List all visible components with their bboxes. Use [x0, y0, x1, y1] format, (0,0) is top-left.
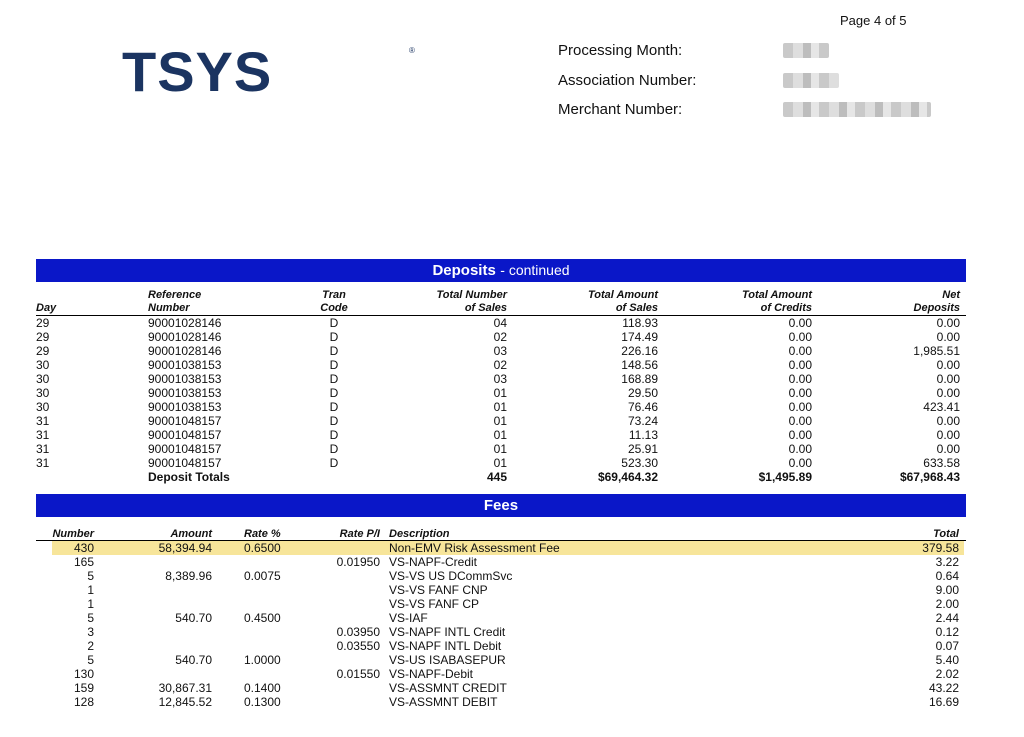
fee-amount: 540.70	[175, 611, 212, 625]
table-row	[0, 639, 1024, 653]
table-row	[0, 456, 1024, 470]
fee-total: 43.22	[928, 681, 959, 695]
col-tran-1: Tran	[322, 289, 346, 301]
deposit-total-sales: 25.91	[627, 442, 658, 456]
table-row	[0, 386, 1024, 400]
table-row	[0, 653, 1024, 667]
table-row	[0, 428, 1024, 442]
table-row	[0, 555, 1024, 569]
fee-total: 16.69	[928, 695, 959, 709]
col-day: Day	[36, 302, 57, 314]
deposit-day: 29	[36, 330, 50, 344]
deposit-total-credits: 0.00	[788, 414, 812, 428]
page-number: Page 4 of 5	[840, 13, 907, 28]
deposit-total-credits: 0.00	[788, 428, 812, 442]
fee-total: 2.44	[935, 611, 959, 625]
deposit-total-sales: 174.49	[621, 330, 658, 344]
fee-rate-pi: 0.03550	[336, 639, 380, 653]
table-row	[0, 358, 1024, 372]
deposit-total-credits: 0.00	[788, 330, 812, 344]
deposit-totals-net: $67,968.43	[899, 470, 960, 484]
deposit-total-number: 02	[493, 358, 507, 372]
table-row	[0, 316, 1024, 330]
deposit-reference: 90001038153	[148, 358, 222, 372]
fee-description: VS-ASSMNT DEBIT	[389, 695, 498, 709]
deposit-total-number: 02	[493, 330, 507, 344]
processing-month-redacted	[783, 43, 829, 58]
deposit-tran-code: D	[329, 316, 339, 330]
fee-amount: 30,867.31	[158, 681, 212, 695]
fee-amount: 12,845.52	[158, 695, 212, 709]
deposit-total-credits: 0.00	[788, 344, 812, 358]
deposit-total-number: 04	[493, 316, 507, 330]
fee-description: Non-EMV Risk Assessment Fee	[389, 541, 560, 555]
deposit-total-number: 03	[493, 344, 507, 358]
table-row	[0, 414, 1024, 428]
deposit-total-number: 01	[493, 400, 507, 414]
fee-rate-pct: 0.6500	[244, 541, 281, 555]
fee-total: 0.12	[935, 625, 959, 639]
fee-number: 1	[87, 597, 94, 611]
deposit-reference: 90001048157	[148, 414, 222, 428]
deposit-reference: 90001038153	[148, 400, 222, 414]
col-rate-pct: Rate %	[244, 528, 281, 540]
col-tran-2: Code	[320, 302, 348, 314]
fee-rate-pct: 1.0000	[244, 653, 281, 667]
fee-rate-pi: 0.03950	[336, 625, 380, 639]
deposit-total-sales: 168.89	[621, 372, 658, 386]
deposit-total-credits: 0.00	[788, 456, 812, 470]
deposit-total-credits: 0.00	[788, 442, 812, 456]
deposit-total-number: 01	[493, 428, 507, 442]
fee-description: VS-ASSMNT CREDIT	[389, 681, 507, 695]
col-description: Description	[389, 528, 450, 540]
fee-description: VS-IAF	[389, 611, 428, 625]
deposit-reference: 90001048157	[148, 442, 222, 456]
processing-month-label: Processing Month:	[558, 42, 683, 59]
deposit-net: 423.41	[923, 400, 960, 414]
deposit-net: 0.00	[936, 414, 960, 428]
fee-total: 2.02	[935, 667, 959, 681]
deposit-reference: 90001048157	[148, 456, 222, 470]
deposit-net: 0.00	[936, 428, 960, 442]
deposit-total-number: 01	[493, 386, 507, 400]
fee-total: 5.40	[935, 653, 959, 667]
table-row	[0, 541, 1024, 555]
deposit-total-number: 01	[493, 442, 507, 456]
deposit-totals-row	[0, 470, 1024, 484]
col-total-credits-1: Total Amount	[741, 289, 812, 301]
fee-total: 9.00	[935, 583, 959, 597]
deposit-tran-code: D	[329, 414, 339, 428]
association-number-label: Association Number:	[558, 72, 697, 89]
fee-number: 3	[87, 625, 94, 639]
deposit-reference: 90001028146	[148, 344, 222, 358]
deposit-reference: 90001048157	[148, 428, 222, 442]
fee-total: 2.00	[935, 597, 959, 611]
col-total-credits-2: of Credits	[760, 302, 812, 314]
fee-total: 0.64	[935, 569, 959, 583]
deposit-tran-code: D	[329, 358, 339, 372]
fee-description: VS-VS FANF CP	[389, 597, 480, 611]
deposit-tran-code: D	[329, 330, 339, 344]
table-row	[0, 442, 1024, 456]
table-row	[0, 583, 1024, 597]
deposit-totals-number: 445	[486, 470, 507, 484]
deposit-tran-code: D	[329, 400, 339, 414]
deposit-total-sales: 73.24	[627, 414, 658, 428]
col-number: Number	[52, 528, 94, 540]
deposit-net: 0.00	[936, 316, 960, 330]
registered-mark: ®	[409, 46, 415, 55]
deposit-net: 0.00	[936, 372, 960, 386]
deposit-day: 31	[36, 456, 50, 470]
fee-rate-pct: 0.0075	[244, 569, 281, 583]
fee-number: 130	[73, 667, 94, 681]
fee-number: 165	[73, 555, 94, 569]
deposit-total-number: 03	[493, 372, 507, 386]
table-row	[0, 569, 1024, 583]
deposit-total-credits: 0.00	[788, 372, 812, 386]
deposit-total-number: 01	[493, 414, 507, 428]
fee-number: 5	[87, 653, 94, 667]
deposit-total-sales: 148.56	[621, 358, 658, 372]
deposit-total-sales: 523.30	[621, 456, 658, 470]
deposit-net: 633.58	[923, 456, 960, 470]
deposit-day: 31	[36, 428, 50, 442]
deposit-day: 29	[36, 344, 50, 358]
deposits-section-header	[36, 259, 966, 282]
table-row	[0, 344, 1024, 358]
deposit-total-sales: 76.46	[627, 400, 658, 414]
col-reference-1: Reference	[148, 289, 202, 301]
association-number-redacted	[783, 73, 839, 88]
deposit-totals-sales: $69,464.32	[597, 470, 658, 484]
deposit-total-number: 01	[493, 456, 507, 470]
deposit-net: 0.00	[936, 386, 960, 400]
fee-number: 2	[87, 639, 94, 653]
col-total-number-2: of Sales	[464, 302, 507, 314]
col-rate-pi: Rate P/I	[339, 528, 380, 540]
fee-rate-pct: 0.1300	[244, 695, 281, 709]
col-amount: Amount	[170, 528, 212, 540]
deposit-total-credits: 0.00	[788, 400, 812, 414]
fees-title: Fees	[483, 497, 519, 514]
fee-rate-pi: 0.01950	[336, 555, 380, 569]
table-row	[0, 597, 1024, 611]
fee-description: VS-VS FANF CNP	[389, 583, 488, 597]
merchant-number-label: Merchant Number:	[558, 101, 683, 118]
deposit-tran-code: D	[329, 456, 339, 470]
table-row	[0, 372, 1024, 386]
fee-description: VS-NAPF INTL Debit	[389, 639, 502, 653]
fee-amount: 58,394.94	[158, 541, 212, 555]
fee-total: 3.22	[935, 555, 959, 569]
fee-number: 128	[73, 695, 94, 709]
fee-amount: 8,389.96	[165, 569, 212, 583]
deposit-day: 30	[36, 386, 50, 400]
deposit-totals-credits: $1,495.89	[758, 470, 812, 484]
deposit-total-credits: 0.00	[788, 358, 812, 372]
col-net-2: Deposits	[913, 302, 960, 314]
fee-rate-pct: 0.1400	[244, 681, 281, 695]
fee-number: 5	[87, 569, 94, 583]
fee-description: VS-NAPF-Debit	[389, 667, 474, 681]
logo-text: TSYS	[122, 40, 273, 103]
fee-total: 379.58	[922, 541, 959, 555]
merchant-number-redacted	[783, 102, 931, 117]
fee-amount: 540.70	[175, 653, 212, 667]
deposit-day: 31	[36, 442, 50, 456]
deposits-subtitle: - continued	[500, 262, 570, 278]
fee-total: 0.07	[935, 639, 959, 653]
col-net-1: Net	[942, 289, 960, 301]
deposit-total-sales: 118.93	[622, 316, 658, 330]
fee-description: VS-NAPF-Credit	[389, 555, 478, 569]
deposit-total-sales: 11.13	[628, 428, 658, 442]
deposits-title: Deposits	[432, 262, 496, 279]
fee-description: VS-NAPF INTL Credit	[389, 625, 506, 639]
deposit-day: 30	[36, 400, 50, 414]
table-row	[0, 611, 1024, 625]
tsys-logo	[122, 40, 415, 103]
fee-number: 1	[87, 583, 94, 597]
deposit-net: 0.00	[936, 358, 960, 372]
deposit-tran-code: D	[329, 344, 339, 358]
deposit-reference: 90001028146	[148, 330, 222, 344]
col-total: Total	[933, 528, 959, 540]
deposit-tran-code: D	[329, 386, 339, 400]
table-row	[0, 330, 1024, 344]
col-reference-2: Number	[148, 302, 190, 314]
deposit-net: 1,985.51	[913, 344, 960, 358]
deposit-total-sales: 226.16	[621, 344, 658, 358]
deposit-day: 30	[36, 372, 50, 386]
deposit-total-credits: 0.00	[788, 386, 812, 400]
deposit-total-credits: 0.00	[788, 316, 812, 330]
fee-rate-pi: 0.01550	[336, 667, 380, 681]
table-row	[0, 400, 1024, 414]
deposit-tran-code: D	[329, 372, 339, 386]
table-row	[0, 625, 1024, 639]
col-total-sales-2: of Sales	[615, 302, 658, 314]
deposit-total-sales: 29.50	[627, 386, 658, 400]
deposit-day: 30	[36, 358, 50, 372]
fee-description: VS-VS US DCommSvc	[389, 569, 513, 583]
deposit-totals-label: Deposit Totals	[148, 470, 230, 484]
deposit-tran-code: D	[329, 428, 339, 442]
col-total-sales-1: Total Amount	[587, 289, 658, 301]
deposit-reference: 90001038153	[148, 386, 222, 400]
table-row	[0, 695, 1024, 709]
deposit-reference: 90001028146	[148, 316, 222, 330]
deposit-net: 0.00	[936, 330, 960, 344]
fee-description: VS-US ISABASEPUR	[389, 653, 506, 667]
deposit-tran-code: D	[329, 442, 339, 456]
fee-number: 430	[73, 541, 94, 555]
deposit-reference: 90001038153	[148, 372, 222, 386]
deposit-day: 31	[36, 414, 50, 428]
fee-number: 159	[73, 681, 94, 695]
table-row	[0, 667, 1024, 681]
table-row	[0, 681, 1024, 695]
col-total-number-1: Total Number	[436, 289, 507, 301]
fee-number: 5	[87, 611, 94, 625]
fees-section-header	[36, 494, 966, 517]
fee-rate-pct: 0.4500	[244, 611, 281, 625]
deposit-net: 0.00	[936, 442, 960, 456]
deposit-day: 29	[36, 316, 50, 330]
